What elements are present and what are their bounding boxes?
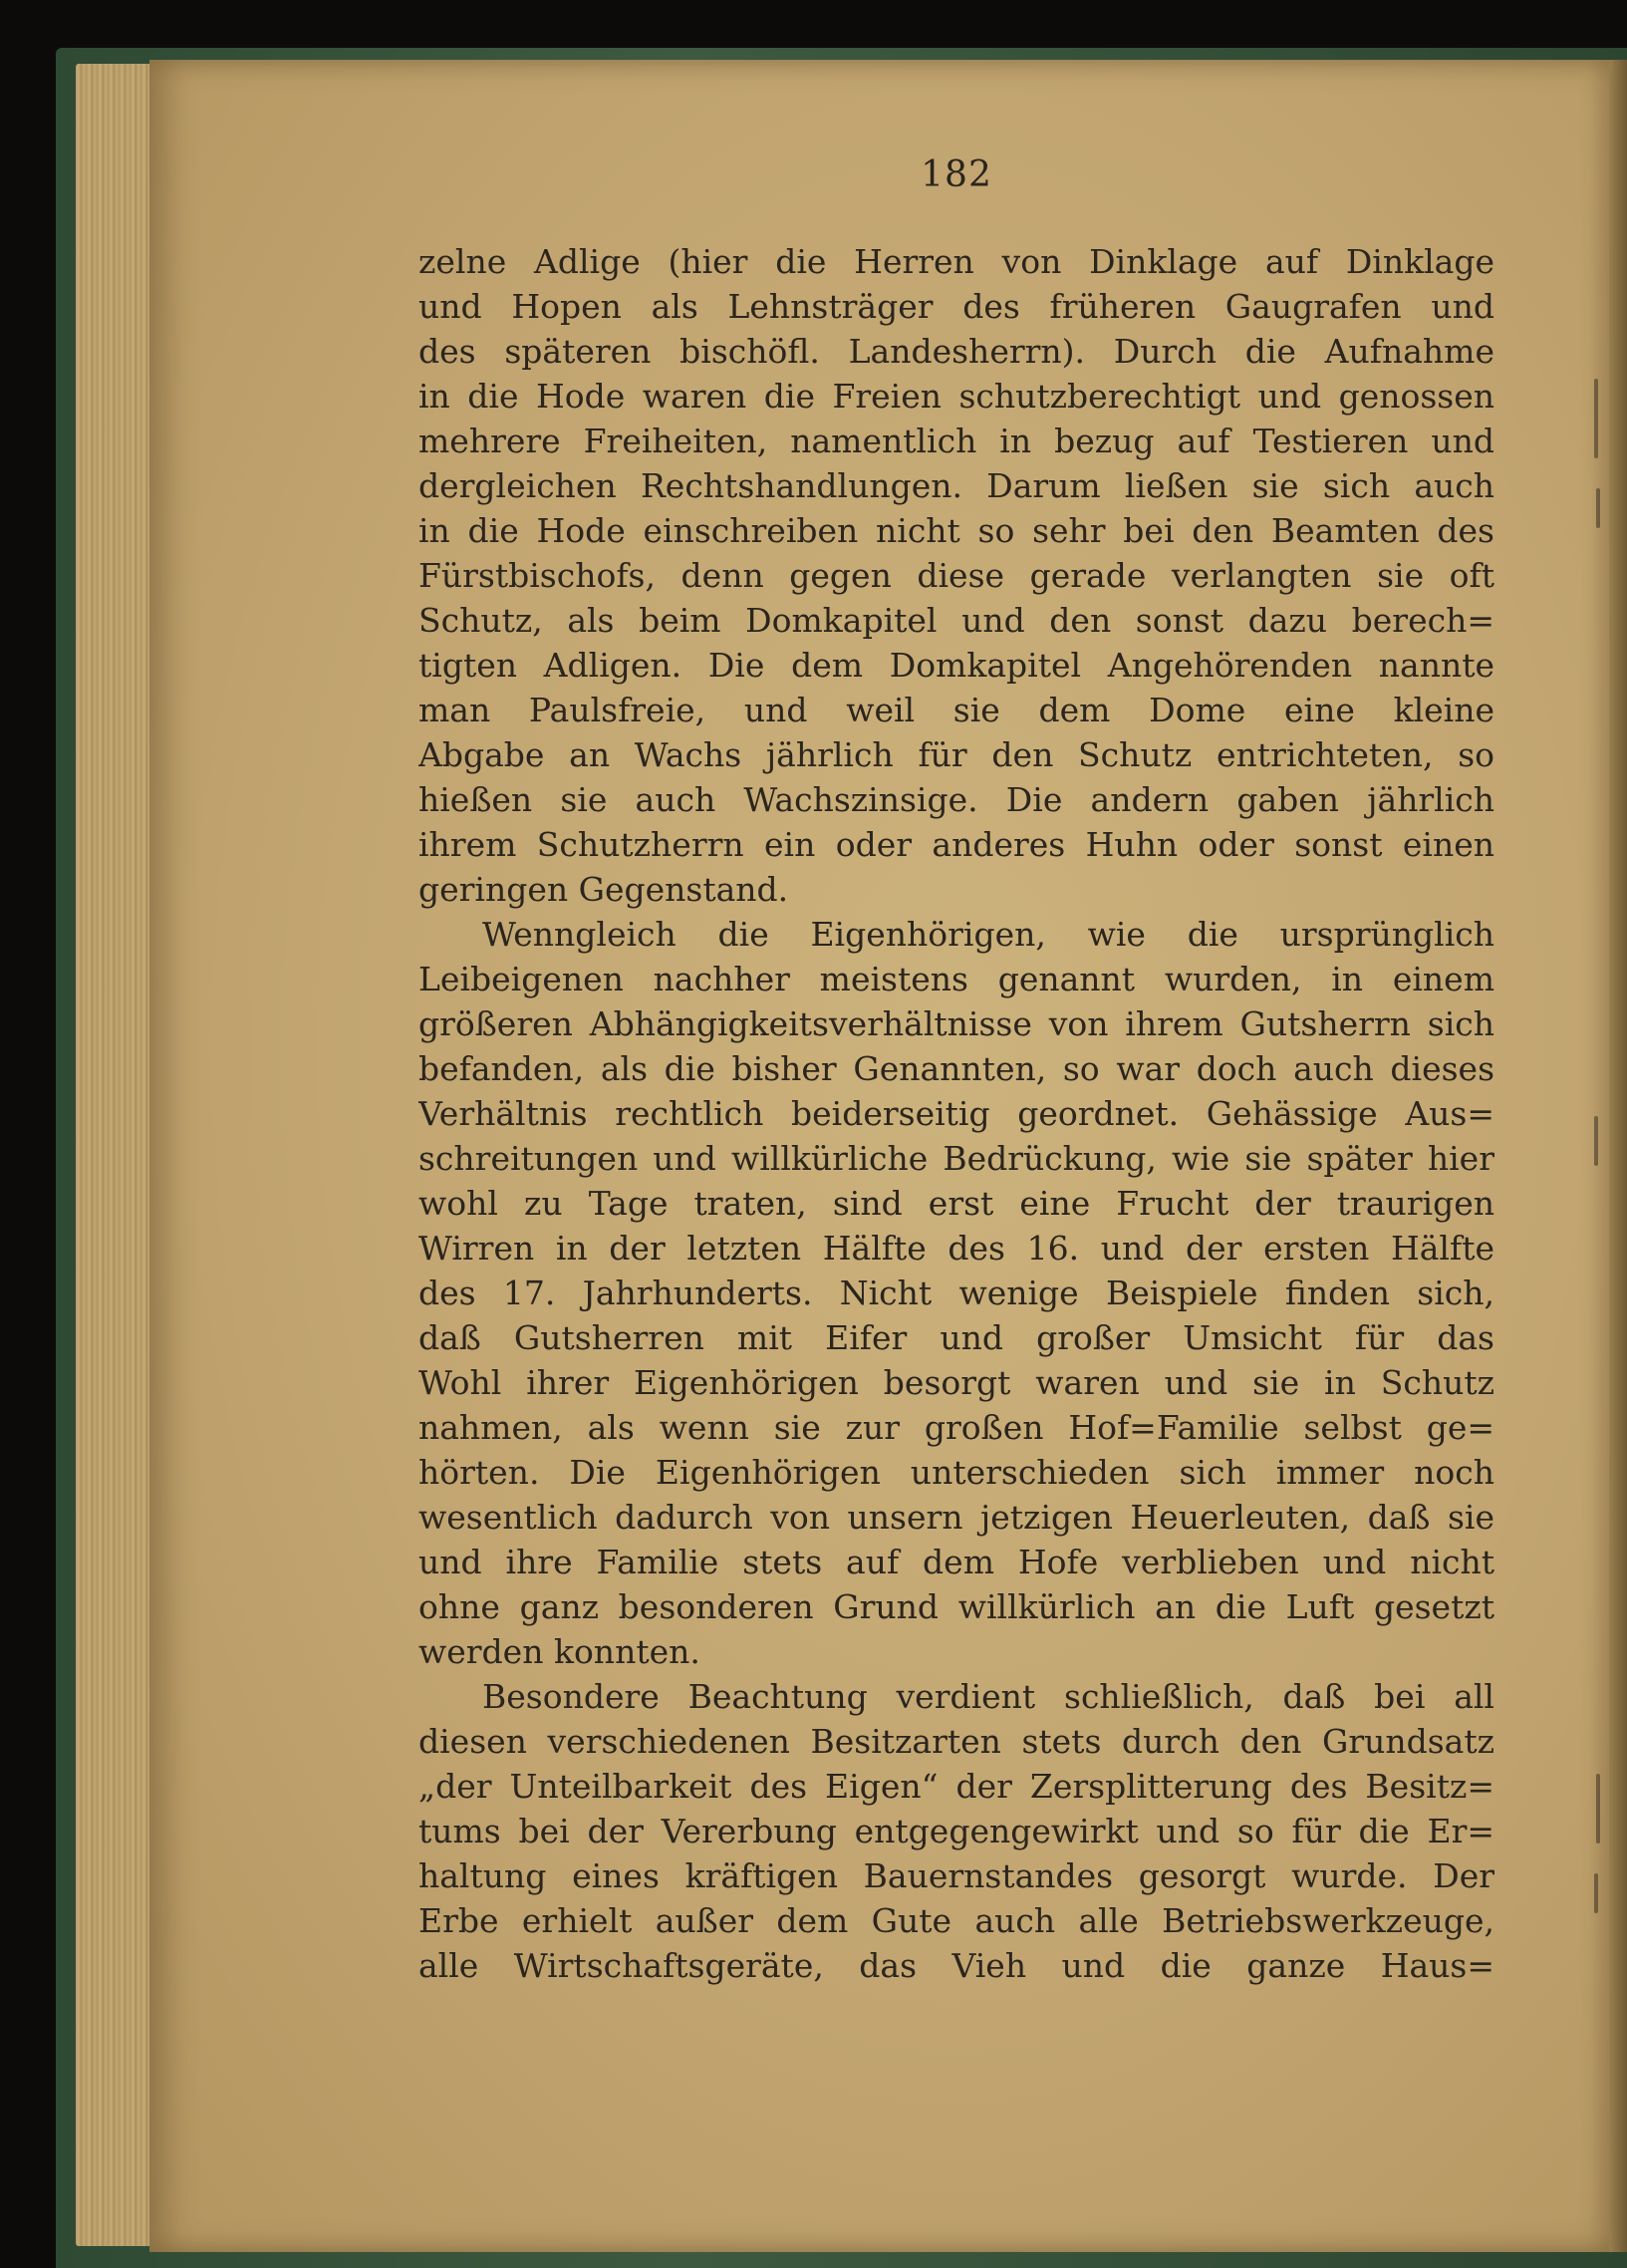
text-line: man Paulsfreie, und weil sie dem Dome eine kleine bbox=[418, 691, 1494, 729]
text-line: wesentlich dadurch von unsern jetzigen Heuerleuten, daß sie bbox=[418, 1498, 1494, 1537]
text-line: „der Unteilbarkeit des Eigen“ der Zersplitterung des Besitz= bbox=[418, 1767, 1494, 1806]
text-line: ihrem Schutzherrn ein oder anderes Huhn oder sonst einen bbox=[418, 825, 1494, 864]
text-line: hießen sie auch Wachszinsige. Die andern gaben jährlich bbox=[418, 780, 1494, 819]
text-line: zelne Adlige (hier die Herren von Dinklage auf Dinklage bbox=[418, 242, 1494, 281]
margin-mark bbox=[1594, 1873, 1598, 1913]
text-line: Fürstbischofs, denn gegen diese gerade verlangten sie oft bbox=[418, 556, 1494, 595]
text-line: haltung eines kräftigen Bauernstandes gesorgt wurde. Der bbox=[418, 1856, 1494, 1895]
text-line: alle Wirtschaftsgeräte, das Vieh und die ganze Haus= bbox=[418, 1946, 1494, 1985]
text-line: des späteren bischöfl. Landesherrn). Durch die Aufnahme bbox=[418, 332, 1494, 371]
text-line: in die Hode einschreiben nicht so sehr bei den Beamten des bbox=[418, 511, 1494, 550]
text-line: daß Gutsherren mit Eifer und großer Umsicht für das bbox=[418, 1318, 1494, 1357]
page-number: 182 bbox=[921, 154, 992, 195]
margin-mark bbox=[1596, 488, 1600, 528]
text-line: wohl zu Tage traten, sind erst eine Frucht der traurigen bbox=[418, 1184, 1494, 1223]
text-line: und Hopen als Lehnsträger des früheren Gaugrafen und bbox=[418, 287, 1494, 326]
text-line: Leibeigenen nachher meistens genannt wurden, in einem bbox=[418, 960, 1494, 998]
text-line: werden konnten. bbox=[418, 1632, 700, 1671]
text-line: Wenngleich die Eigenhörigen, wie die ursprünglich bbox=[482, 915, 1494, 954]
text-line: des 17. Jahrhunderts. Nicht wenige Beispiele finden sich, bbox=[418, 1274, 1494, 1312]
text-line: Besondere Beachtung verdient schließlich, daß bei all bbox=[482, 1677, 1494, 1716]
text-line: schreitungen und willkürliche Bedrückung, wie sie später hier bbox=[418, 1139, 1494, 1178]
text-line: dergleichen Rechtshandlungen. Darum ließen sie sich auch bbox=[418, 466, 1494, 505]
text-line: Abgabe an Wachs jährlich für den Schutz entrichteten, so bbox=[418, 735, 1494, 774]
text-line: befanden, als die bisher Genannten, so war doch auch dieses bbox=[418, 1049, 1494, 1088]
text-line: hörten. Die Eigenhörigen unterschieden sich immer noch bbox=[418, 1453, 1494, 1492]
text-line: Wohl ihrer Eigenhörigen besorgt waren und sie in Schutz bbox=[418, 1363, 1494, 1402]
text-line: geringen Gegenstand. bbox=[418, 870, 789, 909]
text-line: tums bei der Vererbung entgegengewirkt und so für die Er= bbox=[418, 1812, 1494, 1850]
text-line: Erbe erhielt außer dem Gute auch alle Betriebswerkzeuge, bbox=[418, 1901, 1494, 1940]
text-line: Verhältnis rechtlich beiderseitig geordnet. Gehässige Aus= bbox=[418, 1094, 1494, 1133]
margin-mark bbox=[1594, 1116, 1598, 1166]
text-line: tigten Adligen. Die dem Domkapitel Angehörenden nannte bbox=[418, 646, 1494, 685]
text-line: und ihre Familie stets auf dem Hofe verblieben und nicht bbox=[418, 1543, 1494, 1581]
body-text bbox=[418, 239, 1494, 1988]
text-line: nahmen, als wenn sie zur großen Hof=Familie selbst ge= bbox=[418, 1408, 1494, 1447]
text-line: ohne ganz besonderen Grund willkürlich an die Luft gesetzt bbox=[418, 1587, 1494, 1626]
margin-mark bbox=[1596, 1774, 1600, 1843]
text-line: in die Hode waren die Freien schutzberechtigt und genossen bbox=[418, 377, 1494, 416]
text-line: Wirren in der letzten Hälfte des 16. und der ersten Hälfte bbox=[418, 1229, 1494, 1268]
text-line: größeren Abhängigkeitsverhältnisse von ihrem Gutsherrn sich bbox=[418, 1004, 1494, 1043]
text-line: mehrere Freiheiten, namentlich in bezug auf Testieren und bbox=[418, 422, 1494, 460]
text-line: Schutz, als beim Domkapitel und den sonst dazu berech= bbox=[418, 601, 1494, 640]
margin-mark bbox=[1594, 379, 1598, 458]
page-gutter-shadow bbox=[1609, 60, 1627, 2252]
text-line: diesen verschiedenen Besitzarten stets durch den Grundsatz bbox=[418, 1722, 1494, 1761]
